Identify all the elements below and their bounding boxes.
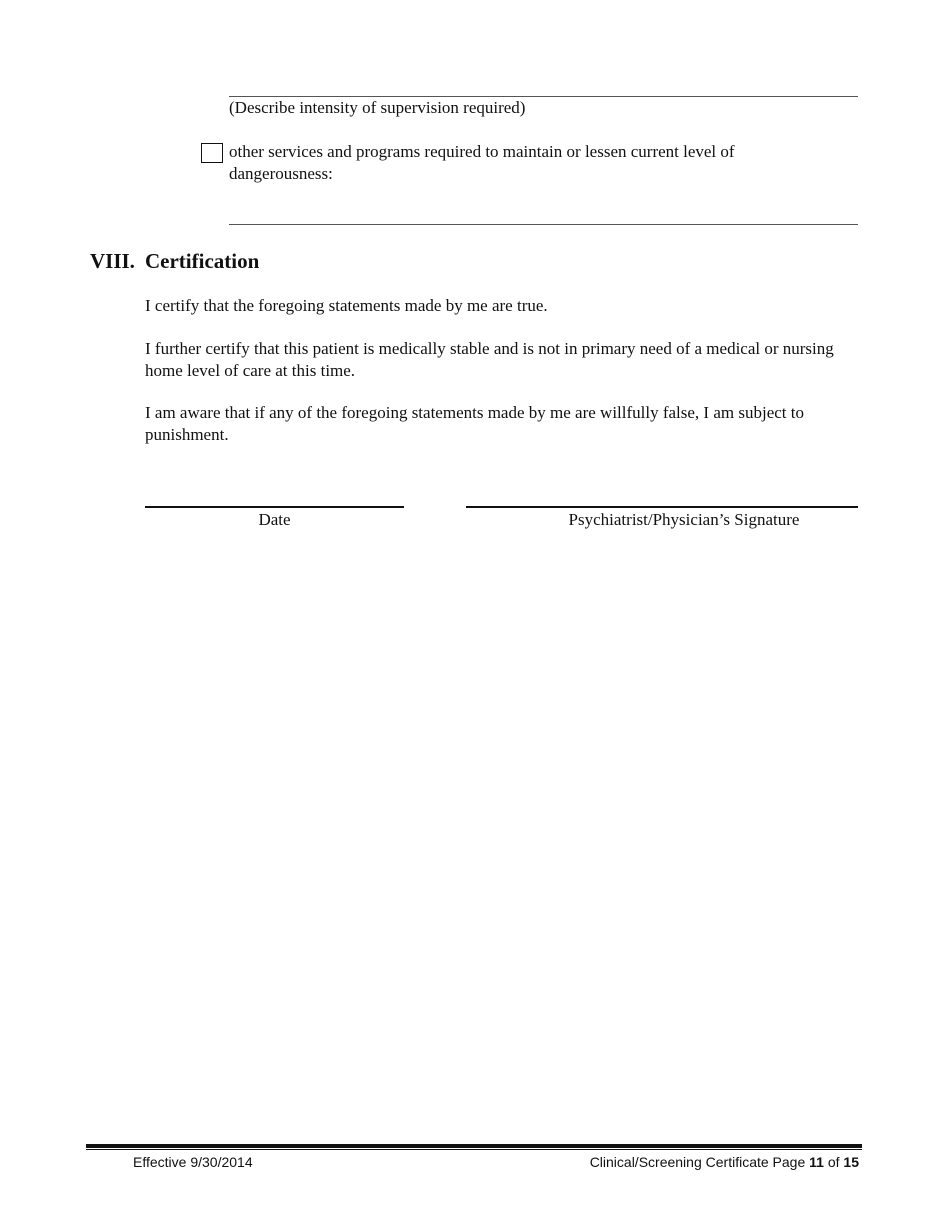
supervision-fill-line[interactable] <box>229 96 858 97</box>
footer-rule-thin <box>86 1149 862 1150</box>
footer-doc-title: Clinical/Screening Certificate Page <box>589 1154 806 1170</box>
other-services-fill-line[interactable] <box>229 224 858 225</box>
footer-rule <box>86 1144 862 1148</box>
section-heading <box>90 249 259 273</box>
footer-page-total: 15 <box>843 1154 859 1170</box>
section-title: Certification <box>145 249 260 273</box>
certification-paragraph: I certify that the foregoing statements made by me are true. <box>145 296 548 315</box>
footer-effective-date: Effective 9/30/2014 <box>133 1154 253 1170</box>
supervision-label: (Describe intensity of supervision required) <box>229 98 526 117</box>
certification-paragraph: I am aware that if any of the foregoing statements made by me are willfully false, I am subject to punishment. <box>145 403 804 444</box>
footer-page-of: of <box>827 1154 840 1170</box>
section-number: VIII. <box>90 249 135 273</box>
signature-caption: Psychiatrist/Physician’s Signature <box>568 510 800 529</box>
certification-paragraph: I further certify that this patient is medically stable and is not in primary need of a medical or nursing home level of care at this time. <box>145 339 834 380</box>
physician-signature-line[interactable] <box>466 506 858 508</box>
date-signature-line[interactable] <box>145 506 404 508</box>
footer-page-info <box>590 1153 859 1171</box>
date-caption: Date <box>258 510 291 529</box>
other-services-text: other services and programs required to maintain or lessen current level of dangerousness: <box>229 142 735 183</box>
other-services-checkbox[interactable] <box>201 143 223 163</box>
footer-page-current: 11 <box>809 1154 824 1170</box>
